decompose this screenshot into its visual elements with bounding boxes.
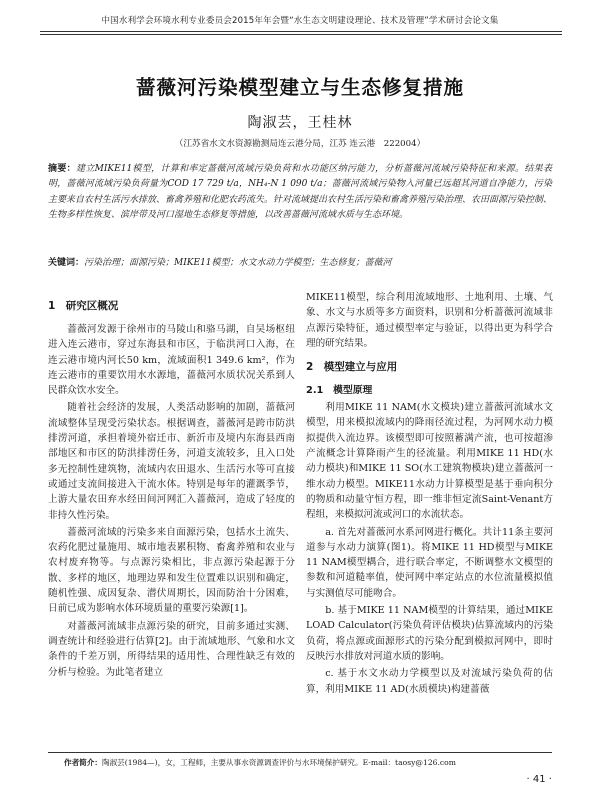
keywords-text: 污染治理；面源污染；MIKE11模型；水文水动力学模型；生态修复；蔷薇河 [84,258,392,268]
footnote-label: 作者简介： [64,758,102,767]
section-2-paragraph: 利用MIKE 11 NAM(水文模块)建立蔷薇河流域水文模型，用来模拟流域内的降雨径流过程，为河网水动力模拟提供入流边界。该模型即可按照蓄满产流，也可按超渗产流概念计算降雨产生的径流量。利用MIKE 11 HD(水动力模块)和MIKE 11 SO(水工建筑物模块)建立蔷薇河一维水动力模型。MIKE11水动力计算模型是基于垂向积分的物质和动量守恒方程，即一维非恒定流Saint-Venant方程组，来模拟河流或河口的水流状态。 [306,402,553,521]
author-affiliation: （江苏省水文水资源勘测局连云港分局，江苏 连云港 222004） [174,139,426,149]
header-rule [40,31,562,32]
paper-title: 蔷薇河污染模型建立与生态修复措施 [135,76,464,99]
subsection-2-1-heading: 2.1 模型原理 [306,385,373,397]
section-1-paragraph: 随着社会经济的发展，人类活动影响的加剧，蔷薇河流域整体呈现受污染状态。根据调查，蔷薇河是跨市防洪排涝河道，承担着境外宿迁市、新沂市及境内东海县西南部地区和市区的防洪排涝任务，河道支流较多，且入口处多无控制性建筑物，流域内农田退水、生活污水等可直接或通过支流间接进入干流水体。特别是每年的灌溉季节，上游大量农田弃水经田间河网汇入蔷薇河，造成了轻度的非持久性污染。 [48,402,295,521]
paper-authors: 陶淑芸，王桂林 [247,115,353,131]
abstract-label: 摘要： [48,164,76,174]
section-2-paragraph: a. 首先对蔷薇河水系河网进行概化。共计11条主要河道参与水动力演算(图1)。将MIKE 11 HD模型与MIKE 11 NAM模型耦合，进行联合率定，不断调整水文模型的参数和河道糙率值，使河网中率定站点的水位流量模拟值与实测值尽可能吻合。 [306,526,553,599]
conference-header: 中国水利学会环境水利专业委员会2015年年会暨“水生态文明建设理论、技术及管理”学术研讨会论文集 [101,16,499,26]
section-1-heading: 1 研究区概况 [48,300,119,312]
section-1-paragraph: 对蔷薇河流域非点源污染的研究，目前多通过实测、调查统计和经验进行估算[2]。由于流域地形、气象和水文条件的千差万别，所得结果的适用性、合理性缺乏有效的分析与检验。为此笔者建立 [48,620,295,678]
footnote-rule [48,752,552,753]
right-column [306,290,553,699]
page-number: · 41 · [526,774,552,785]
section-1-paragraph: 蔷薇河流域的污染多来自面源污染，包括水土流失、农药化肥过量施用、城市地表累积物、畜禽养殖和农业与农村废弃物等。与点源污染相比，非点源污染起源于分散、多样的地区，地理边界和发生位置难以识别和确定，随机性强、成因复杂、潜伏周期长，因而防治十分困难，日前已成为影响水体环境质量的重要污染源[1]。 [48,526,295,615]
keywords-label: 关键词： [48,258,85,268]
section-2-heading: 2 模型建立与应用 [306,361,398,374]
left-column [48,290,295,682]
keywords [48,256,552,271]
abstract [48,162,552,223]
section-2-paragraph: c. 基于水文水动力学模型以及对流域污染负荷的估算，利用MIKE 11 AD(水质模块)构建蔷薇 [306,668,553,695]
header-rule-thin [40,34,562,35]
section-2-paragraph: b. 基于MIKE 11 NAM模型的计算结果，通过MIKE LOAD Calculator(污染负荷评估模块)估算流域内的污染负荷，将点源或面源形式的污染分配到模拟河网中，即时反映污水排放对河道水质的影响。 [306,605,553,662]
footnote-text: 陶淑芸(1984—)，女，工程师，主要从事水资源调查评价与水环境保护研究。E-mail：taosy@126.com [101,758,456,767]
author-footnote [64,757,564,768]
intro-continuation: MIKE11模型，综合利用流域地形、土地利用、土壤、气象、水文与水质等多方面资料，识别和分析蔷薇河流域非点源污染特征，通过模型率定与验证，以得出更为科学合理的研究结果。 [306,292,553,349]
section-1-paragraph: 蔷薇河发源于徐州市的马陵山和骆马湖，自吴场枢纽进入连云港市，穿过东海县和市区，于临洪河口入海，在连云港市境内河长50 km，流域面积1 349.6 km²，作为连云港市的重要饮用水水源地，蔷薇河水质状况关系到人民群众饮水安全。 [48,324,295,397]
abstract-text: 建立MIKE11模型，计算和率定蔷薇河流域污染负荷和水功能区纳污能力，分析蔷薇河流域污染特征和来源。结果表明，蔷薇河流域污染负荷量为COD 17 729 t/a，NH₄-N 1 090 t/a；蔷薇河流域污染物入河量已远超其河道自净能力，污染主要来自农村生活污水排放、畜禽养殖和化肥农药流失。针对流域提出农村生活污染和畜禽养殖污染治理、农田面源污染控制、生物多样性恢复、滨岸带及河口湿地生态修复等措施，以改善蔷薇河流域水质与生态环境。 [48,164,553,220]
